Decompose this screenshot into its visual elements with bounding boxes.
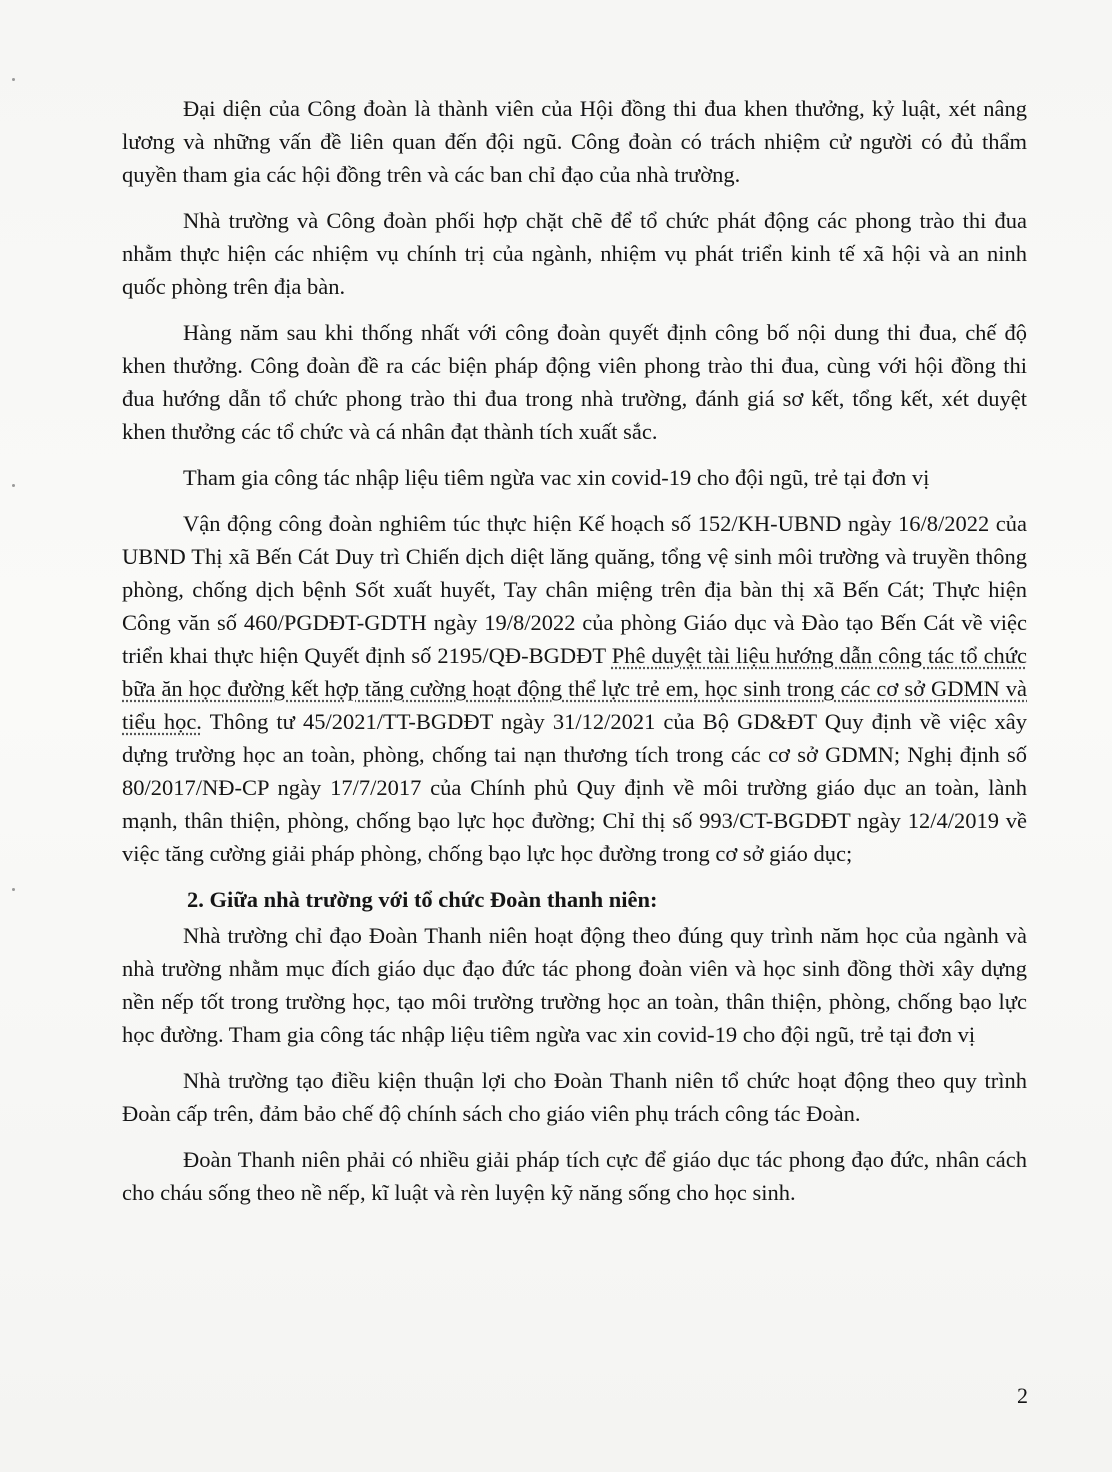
- paragraph-mobilization-underlined: Phê duyệt tài liệu hướng dẫn công tác tổ chức bữa ăn học đường kết hợp tăng cường hoạt động thể lực trẻ em, học sinh trong các cơ sở GDMN và tiểu học.: [122, 643, 1027, 734]
- paragraph-vaccine-data-entry: Tham gia công tác nhập liệu tiêm ngừa vac xin covid-19 cho đội ngũ, trẻ tại đơn vị: [183, 465, 930, 490]
- scan-speck: [12, 78, 15, 81]
- paragraph-mobilization-part3: Thông tư 45/2021/TT-BGDĐT ngày 31/12/2021 của Bộ GD&ĐT Quy định về việc xây dựng trường học an toàn, phòng, chống tai nạn thương tích trong các cơ sở GDMN; Nghị định số 80/2017/NĐ-CP ngày 17/7/2017 của Chính phủ Quy định về môi trường giáo dục an toàn, lành mạnh, thân thiện, phòng, chống bạo lực học đường; Chỉ thị số 993/CT-BGDĐT ngày 12/4/2019 về việc tăng cường giải pháp phòng, chống bạo lực học đường trong cơ sở giáo dục;: [122, 709, 1027, 866]
- paragraph-union-representative: Đại diện của Công đoàn là thành viên của Hội đồng thi đua khen thưởng, kỷ luật, xét nâng lương và những vấn đề liên quan đến đội ngũ. Công đoàn có trách nhiệm cử người có đủ thẩm quyền tham gia các hội đồng trên và các ban chỉ đạo của nhà trường.: [122, 96, 1027, 187]
- document-body: [122, 92, 1027, 1209]
- scan-speck: [12, 888, 15, 891]
- paragraph-mobilization-part1: Vận động công đoàn nghiêm túc thực hiện Kế hoạch số 152/KH-UBND ngày 16/8/2022 của UBND Thị xã Bến Cát Duy trì Chiến dịch diệt lăng quăng, tổng vệ sinh môi trường và truyền thông phòng, chống dịch bệnh Sốt xuất huyết, Tay chân miệng trên địa bàn thị xã Bến Cát; Thực hiện Công văn số 460/PGDĐT-GDTH ngày 19/8/2022 của phòng Giáo dục và Đào tạo Bến Cát về việc triển khai thực hiện Quyết định số 2195/QĐ-BGDĐT: [122, 511, 1027, 668]
- paragraph-annual-rewards: Hàng năm sau khi thống nhất với công đoàn quyết định công bố nội dung thi đua, chế độ khen thưởng. Công đoàn đề ra các biện pháp động viên phong trào thi đua, cùng với hội đồng thi đua hướng dẫn tổ chức phong trào thi đua trong nhà trường, đánh giá sơ kết, tổng kết, xét duyệt khen thưởng các tổ chức và cá nhân đạt thành tích xuất sắc.: [122, 320, 1027, 444]
- section-heading-youth-union: 2. Giữa nhà trường với tổ chức Đoàn thanh niên:: [187, 887, 658, 912]
- paragraph-youth-union-direction: Nhà trường chỉ đạo Đoàn Thanh niên hoạt động theo đúng quy trình năm học của ngành và nhà trường nhằm mục đích giáo dục đạo đức tác phong đoàn viên và học sinh đồng thời xây dựng nền nếp tốt trong trường học, tạo môi trường trường học an toàn, thân thiện, phòng, chống bạo lực học đường. Tham gia công tác nhập liệu tiêm ngừa vac xin covid-19 cho đội ngũ, trẻ tại đơn vị: [122, 923, 1027, 1047]
- paragraph-mobilization: [122, 507, 1027, 870]
- paragraph-youth-union-support: Nhà trường tạo điều kiện thuận lợi cho Đoàn Thanh niên tổ chức hoạt động theo quy trình Đoàn cấp trên, đảm bảo chế độ chính sách cho giáo viên phụ trách công tác Đoàn.: [122, 1068, 1027, 1126]
- paragraph-emulation-coordination: Nhà trường và Công đoàn phối hợp chặt chẽ để tổ chức phát động các phong trào thi đua nhằm thực hiện các nhiệm vụ chính trị của ngành, nhiệm vụ phát triển kinh tế xã hội và an ninh quốc phòng trên địa bàn.: [122, 208, 1027, 299]
- scan-speck: [12, 484, 15, 487]
- page-number: 2: [1017, 1383, 1028, 1408]
- paragraph-youth-union-solutions: Đoàn Thanh niên phải có nhiều giải pháp tích cực để giáo dục tác phong đạo đức, nhân cách cho cháu sống theo nề nếp, kĩ luật và rèn luyện kỹ năng sống cho học sinh.: [122, 1147, 1027, 1205]
